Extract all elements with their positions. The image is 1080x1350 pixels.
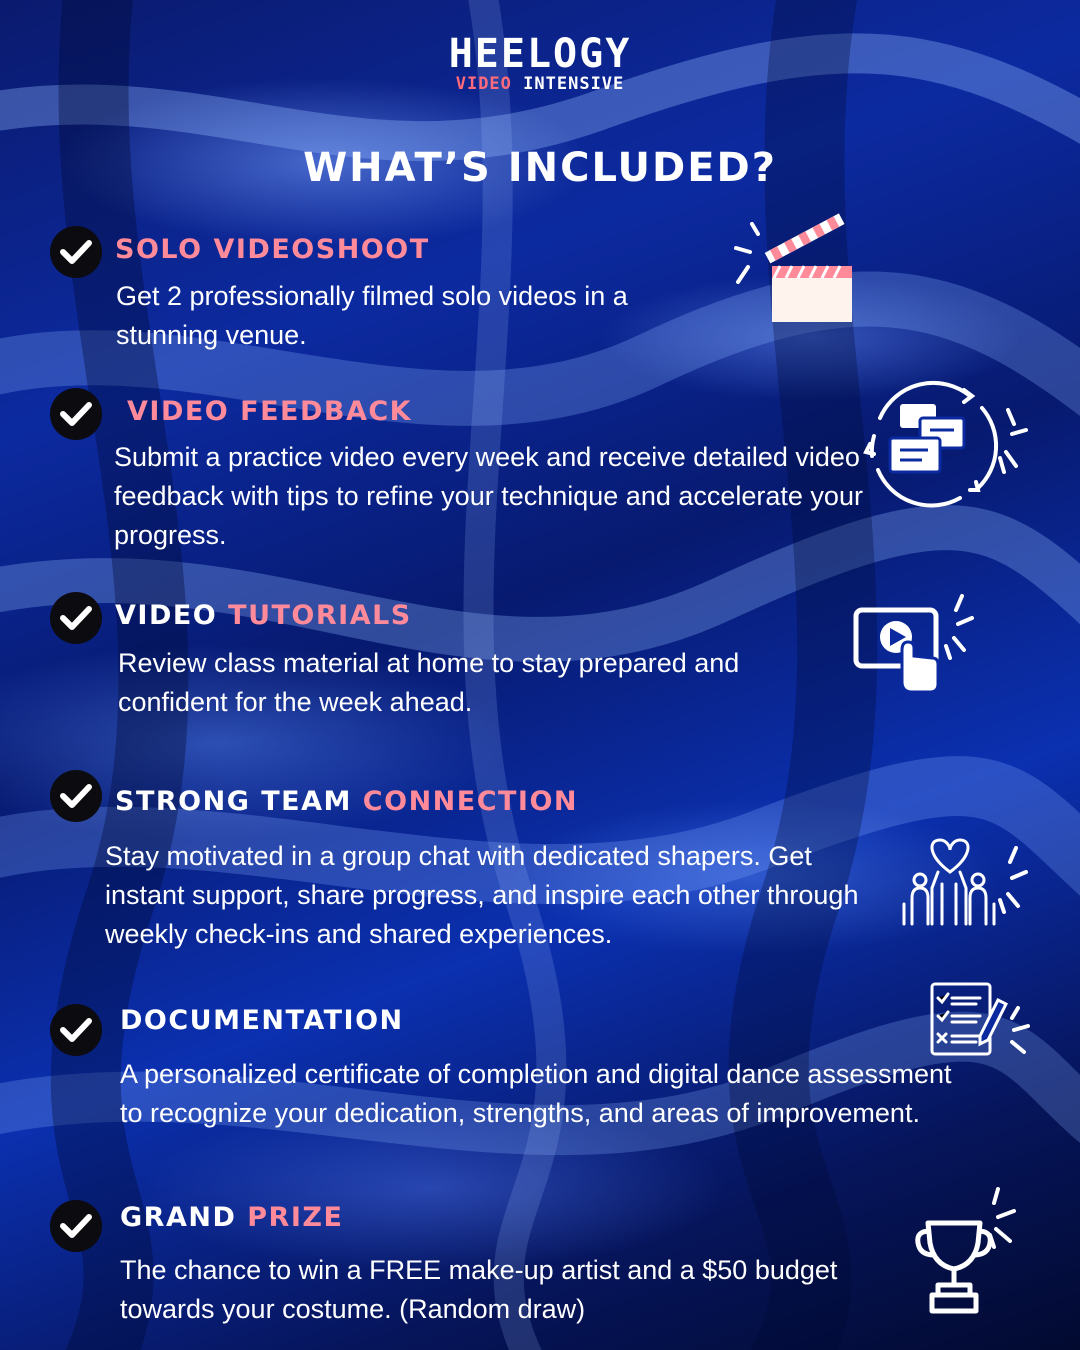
team-heart-icon	[898, 836, 1033, 931]
check-icon	[50, 1200, 102, 1252]
item-title-part: GRAND	[120, 1202, 248, 1233]
item-title-documentation	[120, 1005, 404, 1036]
item-title-grand-prize	[120, 1202, 343, 1233]
item-desc-strong-team-connection: Stay motivated in a group chat with dedicated shapers. Get instant support, share progress, and inspire each other through weekly check-ins and shared experiences.	[105, 841, 859, 949]
check-icon	[50, 1004, 102, 1056]
chat-cycle-icon	[860, 378, 1030, 508]
item-desc-solo-videoshoot: Get 2 professionally filmed solo videos in a stunning venue.	[116, 281, 628, 350]
item-title-video-feedback	[127, 396, 412, 427]
check-icon	[50, 770, 102, 822]
item-desc-video-feedback: Submit a practice video every week and receive detailed video feedback with tips to refine your technique and accelerate your progress.	[114, 442, 863, 550]
logo-sub-video: VIDEO	[455, 74, 512, 94]
item-title-part: PRIZE	[247, 1202, 344, 1233]
check-icon	[50, 388, 102, 440]
check-icon	[50, 592, 102, 644]
trophy-icon	[910, 1185, 1030, 1320]
item-desc-grand-prize: The chance to win a FREE make-up artist and a $50 budget towards your costume. (Random draw)	[120, 1255, 838, 1324]
logo-sub-intensive: INTENSIVE	[523, 74, 625, 94]
item-title-part: TUTORIALS	[228, 600, 412, 631]
item-title-part: VIDEO FEEDBACK	[127, 396, 413, 427]
item-title-strong-team-connection	[115, 786, 578, 817]
item-title-part: DOCUMENTATION	[120, 1005, 404, 1036]
item-title-part: CONNECTION	[362, 786, 579, 817]
logo-main: HEELOGY	[448, 31, 632, 77]
item-title-solo-videoshoot	[115, 234, 430, 265]
item-title-video-tutorials	[115, 600, 412, 631]
logo	[0, 31, 1080, 94]
item-desc-documentation: A personalized certificate of completion and digital dance assessment to recognize your dedication, strengths, and areas of improvement.	[120, 1059, 952, 1128]
page-title: WHAT’S INCLUDED?	[303, 145, 777, 191]
item-title-part: STRONG TEAM	[115, 786, 363, 817]
check-icon	[50, 226, 102, 278]
tablet-play-icon	[850, 590, 980, 700]
checklist-icon	[928, 980, 1038, 1060]
item-title-part: SOLO VIDEOSHOOT	[115, 234, 430, 265]
item-title-part: VIDEO	[115, 600, 229, 631]
item-desc-video-tutorials: Review class material at home to stay prepared and confident for the week ahead.	[118, 648, 740, 717]
logo-sub	[0, 74, 1080, 94]
clapperboard-icon	[728, 212, 858, 327]
